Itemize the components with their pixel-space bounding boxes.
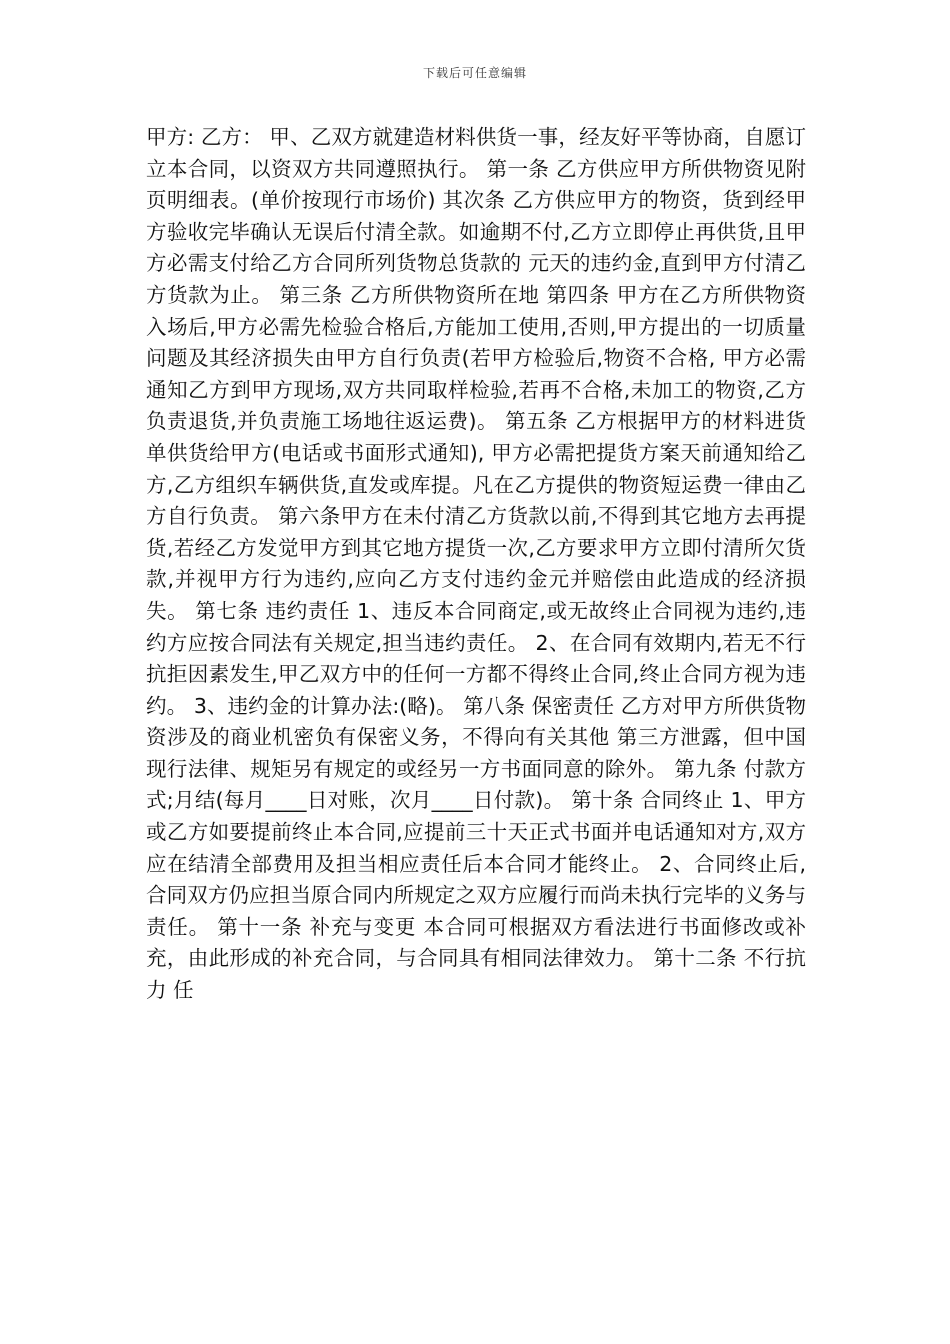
- page-header-note: 下载后可任意编辑: [422, 66, 527, 80]
- contract-body-text: 甲方: 乙方： 甲、乙双方就建造材料供货一事，经友好平等协商，自愿订立本合同，以资双方共同遵照执行。 第一条 乙方供应甲方所供物资见附页明细表。(单价按现行市场价) 其次条 乙方供应甲方的物资，货到经甲方验收完毕确认无误后付清全款。如逾期不付,乙方立即停止再供货,且甲方必需支付给乙方合同所列货物总货款的 元天的违约金,直到甲方付清乙方货款为止。 第三条 乙方所供物资所在地 第四条 甲方在乙方所供物资入场后,甲方必需先检验合格后,方能加工使用,否则,甲方提出的一切质量问题及其经济损失由甲方自行负责(若甲方检验后,物资不合格, 甲方必需通知乙方到甲方现场,双方共同取样检验,若再不合格,未加工的物资,乙方负责退货,并负责施工场地往返运费)。 第五条 乙方根据甲方的材料进货单供货给甲方(电话或书面形式通知), 甲方必需把提货方案天前通知给乙方,乙方组织车辆供货,直发或库提。凡在乙方提供的物资短运费一律由乙方自行负责。 第六条甲方在未付清乙方货款以前,不得到其它地方去再提货,若经乙方发觉甲方到其它地方提货一次,乙方要求甲方立即付清所欠货款,并视甲方行为违约,应向乙方支付违约金元并赔偿由此造成的经济损失。 第七条 违约责任 1、违反本合同商定,或无故终止合同视为违约,违约方应按合同法有关规定,担当违约责任。 2、在合同有效期内,若无不行抗拒因素发生,甲乙双方中的任何一方都不得终止合同,终止合同方视为违约。 3、违约金的计算办法:(略)。 第八条 保密责任 乙方对甲方所供货物资涉及的商业机密负有保密义务，不得向有关其他 第三方泄露，但中国现行法律、规矩另有规定的或经另一方书面同意的除外。 第九条 付款方式;月结(每月____日对账，次月____日付款)。 第十条 合同终止 1、甲方或乙方如要提前终止本合同,应提前三十天正式书面并电话通知对方,双方应在结清全部费用及担当相应责任后本合同才能终止。 2、合同终止后,合同双方仍应担当原合同内所规定之双方应履行而尚未执行完毕的义务与责任。 第十一条 补充与变更 本合同可根据双方看法进行书面修改或补充，由此形成的补充合同，与合同具有相同法律效力。 第十二条 不行抗力 任: [146, 125, 806, 1003]
